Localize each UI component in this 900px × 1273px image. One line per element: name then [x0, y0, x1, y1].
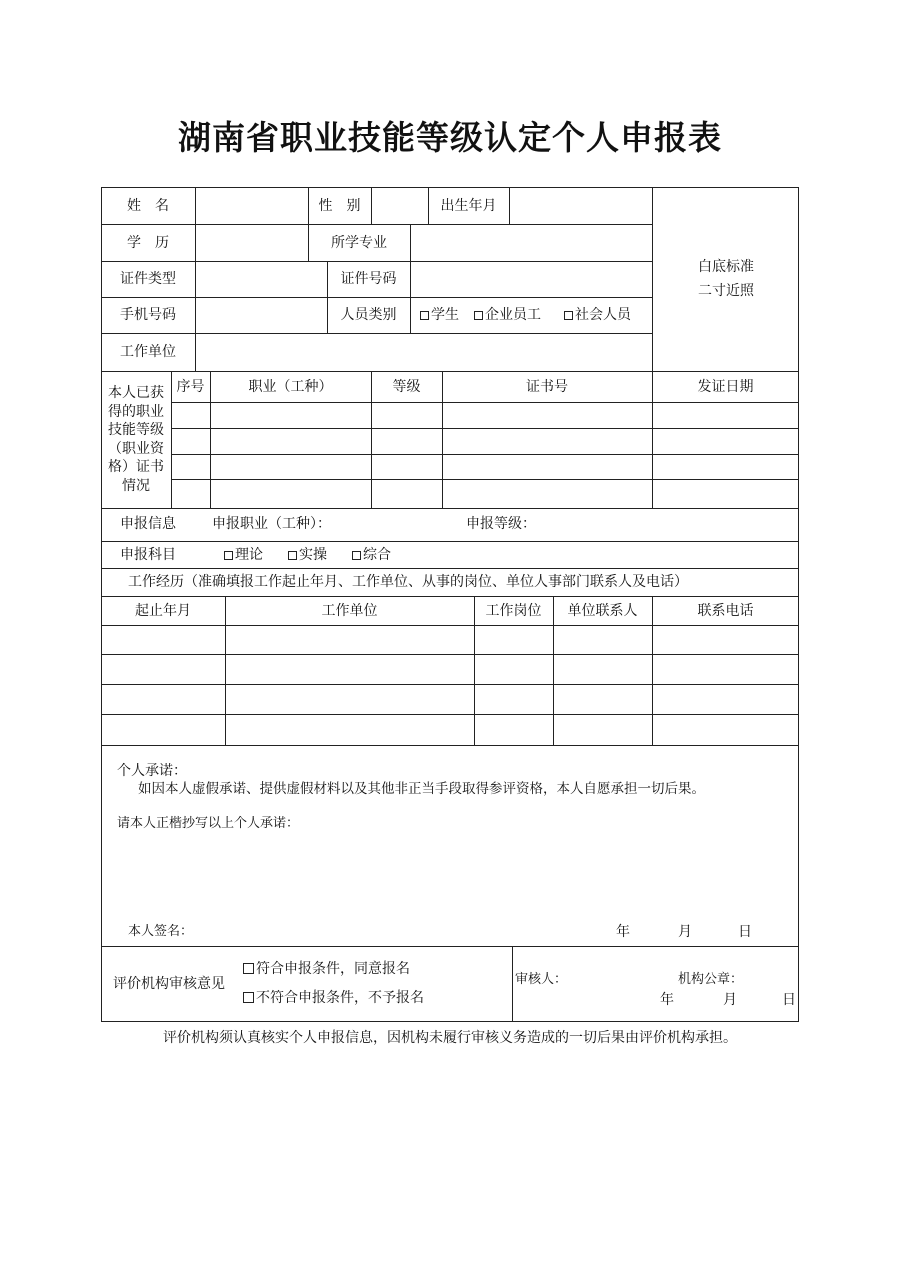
subject-option-practice[interactable]: 实操 — [288, 547, 327, 563]
cert-header-index: 序号 — [176, 379, 205, 395]
cert-row[interactable] — [172, 403, 798, 427]
birth-date-field[interactable] — [511, 190, 651, 222]
workplace-field[interactable] — [197, 335, 651, 369]
photo-slot[interactable] — [653, 188, 798, 370]
pledge-heading: 个人承诺： — [117, 763, 187, 779]
id-type-field[interactable] — [197, 263, 326, 295]
pledge-date-day: 日 — [738, 924, 752, 940]
experience-row[interactable] — [102, 655, 798, 683]
photo-note-line2: 二寸近照 — [698, 283, 754, 299]
checkbox-icon — [474, 311, 483, 320]
seal-label: 机构公章： — [678, 972, 744, 987]
category-option-employee[interactable]: 企业员工 — [474, 307, 541, 323]
phone-field[interactable] — [197, 299, 326, 331]
application-occupation-label: 申报职业（工种）： — [212, 516, 331, 532]
education-label: 学 历 — [127, 235, 169, 251]
review-date-year: 年 — [660, 992, 674, 1008]
gender-field[interactable] — [373, 190, 427, 222]
category-option-public[interactable]: 社会人员 — [564, 307, 631, 323]
checkbox-icon — [420, 311, 429, 320]
review-option-approve[interactable]: 符合申报条件，同意报名 — [243, 961, 410, 977]
review-date-month: 月 — [723, 992, 737, 1008]
name-label: 姓 名 — [127, 198, 169, 214]
cert-header-occupation: 职业（工种） — [248, 379, 333, 395]
workplace-label: 工作单位 — [120, 344, 176, 360]
category-label: 人员类别 — [340, 307, 397, 323]
pledge-copy-label: 请本人正楷抄写以上个人承诺： — [117, 816, 300, 831]
checkbox-icon — [288, 551, 297, 560]
cert-header-date: 发证日期 — [697, 379, 754, 395]
subject-option-theory[interactable]: 理论 — [224, 547, 263, 563]
cert-row[interactable] — [172, 455, 798, 478]
checkbox-icon — [224, 551, 233, 560]
application-level-label: 申报等级： — [466, 516, 536, 532]
application-info-label: 申报信息 — [120, 516, 176, 532]
pledge-copy-area[interactable] — [117, 838, 787, 918]
application-subjects-label: 申报科目 — [120, 547, 176, 563]
major-label: 所学专业 — [331, 235, 387, 251]
phone-label: 手机号码 — [120, 307, 176, 323]
subject-option-comprehensive[interactable]: 综合 — [352, 547, 391, 563]
footnote: 评价机构须认真核实个人申报信息，因机构未履行审核义务造成的一切后果由评价机构承担。 — [163, 1030, 737, 1046]
reviewer-label: 审核人： — [515, 972, 568, 987]
cert-row[interactable] — [172, 480, 798, 507]
cert-header-level: 等级 — [392, 379, 421, 395]
pledge-date-month: 月 — [678, 924, 692, 940]
page-title: 湖南省职业技能等级认定个人申报表 — [178, 118, 722, 157]
review-date-day: 日 — [782, 992, 796, 1008]
gender-label: 性 别 — [318, 198, 361, 214]
signature-label: 本人签名： — [128, 924, 194, 939]
checkbox-icon — [243, 992, 254, 1003]
id-number-field[interactable] — [412, 263, 651, 295]
review-option-reject[interactable]: 不符合申报条件，不予报名 — [243, 990, 424, 1006]
birth-date-label: 出生年月 — [440, 198, 497, 214]
experience-heading: 工作经历（准确填报工作起止年月、工作单位、从事的岗位、单位人事部门联系人及电话） — [128, 574, 688, 590]
experience-row[interactable] — [102, 715, 798, 744]
checkbox-icon — [564, 311, 573, 320]
category-option-student[interactable]: 学生 — [420, 307, 459, 323]
exp-header-contact: 单位联系人 — [567, 603, 638, 619]
exp-header-period: 起止年月 — [135, 603, 191, 619]
cert-row[interactable] — [172, 429, 798, 453]
experience-row[interactable] — [102, 626, 798, 653]
cert-header-number: 证书号 — [526, 379, 568, 395]
checkbox-icon — [352, 551, 361, 560]
review-label: 评价机构审核意见 — [113, 976, 225, 992]
checkbox-icon — [243, 963, 254, 974]
education-field[interactable] — [197, 227, 307, 259]
exp-header-phone: 联系电话 — [697, 603, 754, 619]
certificates-side-label: 本人已获 得的职业 技能等级 （职业资 格）证书 情况 — [108, 385, 164, 494]
signature-field[interactable] — [190, 921, 390, 941]
exp-header-employer: 工作单位 — [321, 603, 378, 619]
experience-row[interactable] — [102, 685, 798, 713]
photo-note-line1: 白底标准 — [698, 259, 754, 275]
name-field[interactable] — [197, 190, 307, 222]
id-type-label: 证件类型 — [120, 271, 176, 287]
id-number-label: 证件号码 — [340, 271, 397, 287]
pledge-text: 如因本人虚假承诺、提供虚假材料以及其他非正当手段取得参评资格，本人自愿承担一切后果。 — [138, 781, 705, 797]
exp-header-position: 工作岗位 — [485, 603, 542, 619]
major-field[interactable] — [412, 227, 651, 259]
pledge-date-year: 年 — [616, 924, 630, 940]
